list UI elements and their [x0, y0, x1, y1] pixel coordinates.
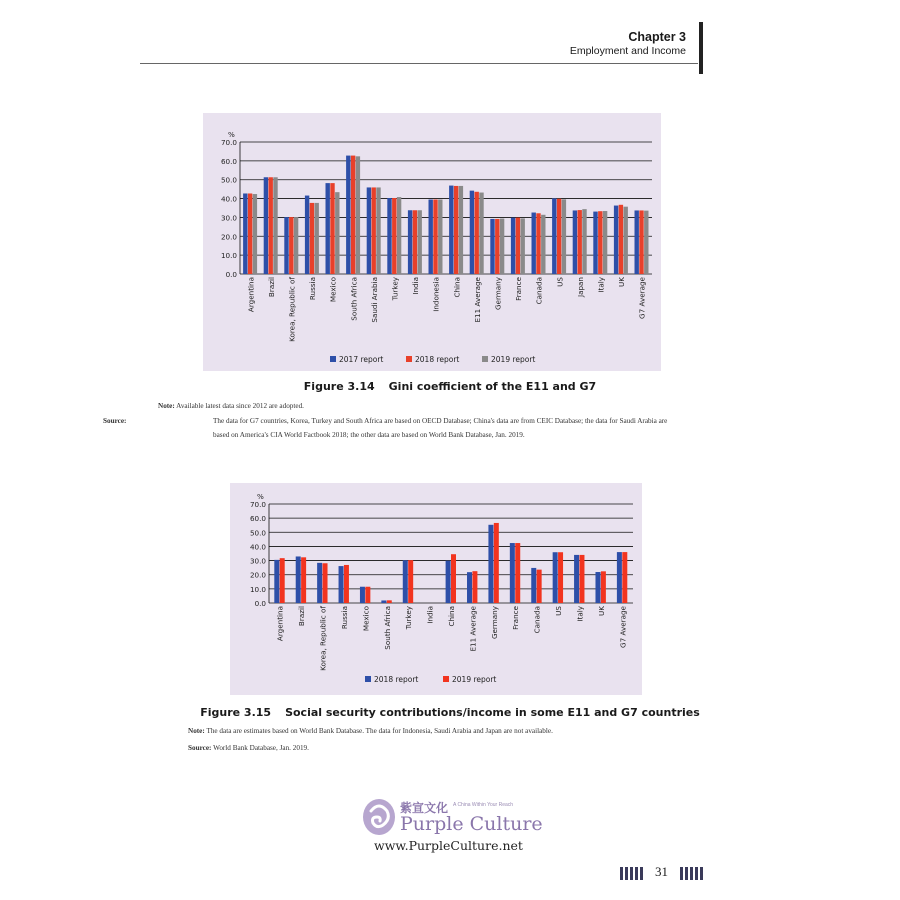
- figure-3-15-note: [188, 724, 553, 738]
- legend-swatch: [443, 676, 449, 682]
- bar-2019-report: [387, 600, 392, 603]
- bar-2019-report: [280, 558, 285, 603]
- bar-2019-report: [365, 587, 370, 603]
- figure-3-14-caption: [0, 380, 900, 393]
- note-text: The data are estimates based on World Bank Database. The data for Indonesia, Saudi Arabia and Japan are not available.: [206, 727, 553, 735]
- y-tick-label: 30.0: [249, 556, 266, 566]
- x-category-label: South Africa: [349, 277, 359, 321]
- bar-2017-report: [264, 177, 268, 274]
- bar-2018-report: [531, 568, 536, 603]
- y-tick-label: 20.0: [220, 232, 237, 242]
- bar-2017-report: [429, 200, 433, 274]
- bar-2017-report: [573, 210, 577, 274]
- bar-2018-report: [557, 199, 561, 274]
- x-category-label: Brazil: [297, 606, 307, 627]
- bar-2019-report: [603, 211, 607, 274]
- watermark-tagline: A China Within Your Reach: [453, 802, 514, 808]
- bar-2019-report: [622, 552, 627, 603]
- bar-2019-report: [521, 218, 525, 274]
- x-category-label: Indonesia: [431, 277, 441, 312]
- bar-2017-report: [367, 187, 371, 274]
- bar-2018-report: [617, 552, 622, 603]
- social-security-chart-svg: [230, 483, 642, 695]
- bar-2019-report: [438, 200, 442, 274]
- bar-2018-report: [392, 198, 396, 274]
- y-tick-label: 30.0: [220, 213, 237, 223]
- bar-2017-report: [490, 219, 494, 274]
- bar-2017-report: [635, 210, 639, 274]
- chapter-subtitle: Employment and Income: [569, 45, 686, 57]
- figure-title: Social security contributions/income in some E11 and G7 countries: [285, 706, 700, 719]
- bar-2018-report: [510, 543, 515, 603]
- legend-label: 2018 report: [374, 675, 419, 684]
- bar-2019-report: [315, 203, 319, 274]
- bar-2019-report: [624, 207, 628, 274]
- legend-swatch: [365, 676, 371, 682]
- x-category-label: UK: [617, 277, 627, 287]
- bar-2019-report: [515, 543, 520, 603]
- bar-2019-report: [418, 210, 422, 274]
- figure-title: Gini coefficient of the E11 and G7: [388, 380, 597, 393]
- note-label: Note:: [158, 402, 175, 410]
- x-category-label: Japan: [575, 277, 585, 298]
- x-category-label: Italy: [575, 606, 585, 622]
- bar-2018-report: [553, 552, 558, 603]
- bar-2017-report: [449, 186, 453, 274]
- legend-label: 2018 report: [415, 355, 460, 364]
- bar-2017-report: [346, 156, 350, 274]
- x-category-label: Korea, Republic of: [287, 277, 297, 342]
- watermark-name: Purple Culture: [400, 813, 543, 835]
- bar-2019-report: [562, 199, 566, 274]
- x-category-label: Turkey: [404, 606, 414, 630]
- bar-2019-report: [451, 554, 456, 603]
- x-category-label: E11 Average: [468, 606, 478, 652]
- watermark-chinese: 紫宣文化: [400, 801, 449, 815]
- bar-2017-report: [284, 217, 288, 274]
- x-category-label: France: [511, 606, 521, 630]
- source-label: Source:: [188, 744, 212, 752]
- bar-2019-report: [301, 557, 306, 603]
- bar-2018-report: [372, 187, 376, 274]
- source-text: The data for G7 countries, Korea, Turkey and South Africa are based on OECD Database; China's data are from CEIC Database; the data for Saudi Arabia are based on America's CIA World Factbook 2018; the other data are based on World Bank Database, Jan. 2019.: [213, 417, 668, 439]
- bar-2018-report: [330, 183, 334, 274]
- x-category-label: Russia: [308, 277, 318, 301]
- figure-3-15-caption: [0, 706, 900, 719]
- x-category-label: Mexico: [361, 606, 371, 632]
- x-category-label: US: [554, 606, 564, 616]
- legend-swatch: [482, 356, 488, 362]
- bar-2018-report: [574, 555, 579, 603]
- legend-label: 2019 report: [491, 355, 536, 364]
- x-category-label: India: [411, 277, 421, 295]
- y-tick-label: 70.0: [220, 138, 237, 147]
- y-tick-label: 10.0: [249, 584, 266, 594]
- y-tick-label: 40.0: [220, 194, 237, 204]
- y-tick-label: 0.0: [225, 270, 237, 279]
- x-category-label: Argentina: [275, 606, 285, 642]
- gini-chart: [203, 113, 661, 371]
- y-tick-label: 50.0: [249, 528, 266, 538]
- bar-2019-report: [500, 219, 504, 274]
- bar-2018-report: [598, 211, 602, 274]
- x-category-label: Germany: [489, 606, 499, 640]
- bar-2019-report: [253, 194, 257, 274]
- bar-2018-report: [274, 560, 279, 603]
- x-category-label: G7 Average: [618, 606, 628, 648]
- bar-2018-report: [248, 193, 252, 274]
- bar-2019-report: [558, 552, 563, 603]
- x-category-label: Canada: [532, 606, 542, 634]
- note-text: Available latest data since 2012 are adopted.: [176, 402, 304, 410]
- x-category-label: Canada: [534, 277, 544, 305]
- header-rule: [140, 63, 698, 64]
- y-tick-label: 10.0: [220, 251, 237, 261]
- bar-2018-report: [317, 563, 322, 603]
- x-category-label: Turkey: [390, 277, 400, 301]
- x-category-label: Russia: [339, 606, 349, 630]
- legend-swatch: [330, 356, 336, 362]
- bar-2017-report: [470, 191, 474, 274]
- bar-2018-report: [289, 217, 293, 274]
- bar-2019-report: [582, 209, 586, 274]
- bar-2018-report: [516, 218, 520, 274]
- legend-label: 2017 report: [339, 355, 384, 364]
- bar-2017-report: [511, 218, 515, 274]
- bar-2018-report: [488, 525, 493, 603]
- x-category-label: G7 Average: [637, 277, 647, 319]
- bar-2018-report: [595, 572, 600, 603]
- bar-2018-report: [351, 156, 355, 274]
- bar-2019-report: [472, 571, 477, 603]
- figure-number: Figure 3.15: [200, 706, 272, 719]
- x-category-label: Italy: [596, 277, 606, 293]
- bar-2017-report: [326, 183, 330, 274]
- bar-2017-report: [532, 213, 536, 274]
- x-category-label: E11 Average: [472, 277, 482, 323]
- bar-2017-report: [305, 196, 309, 274]
- bar-2017-report: [243, 193, 247, 274]
- x-category-label: Korea, Republic of: [318, 606, 328, 671]
- bar-2019-report: [397, 197, 401, 274]
- bar-2018-report: [413, 210, 417, 274]
- bar-2019-report: [494, 523, 499, 603]
- bar-2019-report: [579, 555, 584, 603]
- bar-2019-report: [537, 570, 542, 603]
- bar-2019-report: [294, 217, 298, 274]
- social-security-chart: [230, 483, 642, 695]
- bar-2018-report: [619, 205, 623, 274]
- bar-2018-report: [433, 200, 437, 274]
- figure-3-14-note: [158, 399, 304, 413]
- page-number-bars-right: [680, 865, 705, 878]
- bar-2019-report: [356, 156, 360, 274]
- x-category-label: Argentina: [246, 277, 256, 313]
- bar-2019-report: [479, 193, 483, 274]
- bar-2017-report: [552, 198, 556, 274]
- bar-2017-report: [408, 210, 412, 274]
- legend-label: 2019 report: [452, 675, 497, 684]
- bar-2018-report: [639, 210, 643, 274]
- bar-2019-report: [541, 215, 545, 274]
- x-category-label: India: [425, 606, 435, 624]
- x-category-label: Brazil: [266, 277, 276, 298]
- bar-2017-report: [614, 206, 618, 274]
- bar-2018-report: [381, 600, 386, 603]
- bar-2018-report: [467, 572, 472, 603]
- source-label: Source:: [103, 417, 127, 425]
- note-label: Note:: [188, 727, 205, 735]
- bar-2019-report: [408, 560, 413, 603]
- bar-2019-report: [644, 211, 648, 274]
- x-category-label: UK: [596, 606, 606, 616]
- bar-2018-report: [495, 219, 499, 274]
- page-number: 31: [655, 864, 668, 879]
- bar-2018-report: [269, 177, 273, 274]
- bar-2019-report: [601, 571, 606, 603]
- y-axis-unit-label: %: [228, 130, 235, 139]
- x-category-label: France: [514, 277, 524, 301]
- bar-2018-report: [310, 203, 314, 274]
- y-tick-label: 0.0: [254, 599, 266, 608]
- bar-2018-report: [454, 186, 458, 274]
- y-tick-label: 20.0: [249, 570, 266, 580]
- page-number-bars-left: [620, 865, 645, 878]
- bar-2018-report: [403, 560, 408, 603]
- figure-3-15-source: [188, 741, 309, 755]
- x-category-label: Mexico: [328, 277, 338, 303]
- bar-2018-report: [296, 556, 301, 603]
- source-text: World Bank Database, Jan. 2019.: [213, 744, 309, 752]
- bar-2019-report: [323, 563, 328, 603]
- y-tick-label: 50.0: [220, 175, 237, 185]
- figure-3-14-source: [103, 414, 735, 442]
- bar-2019-report: [376, 187, 380, 274]
- y-axis-unit-label: %: [257, 492, 264, 501]
- bar-2018-report: [536, 213, 540, 274]
- x-category-label: China: [452, 277, 462, 298]
- y-tick-label: 40.0: [249, 542, 266, 552]
- figure-number: Figure 3.14: [303, 380, 375, 393]
- header-vertical-bar: [699, 22, 703, 74]
- bar-2019-report: [335, 192, 339, 274]
- x-category-label: Saudi Arabia: [369, 277, 379, 323]
- purple-culture-logo-icon: [361, 797, 397, 837]
- x-category-label: Germany: [493, 277, 503, 311]
- bar-2019-report: [459, 186, 463, 274]
- bar-2018-report: [446, 561, 451, 603]
- chapter-header: [570, 30, 686, 58]
- bar-2018-report: [578, 210, 582, 274]
- y-tick-label: 60.0: [249, 514, 266, 524]
- watermark-url: www.PurpleCulture.net: [374, 838, 523, 853]
- bar-2018-report: [339, 566, 344, 603]
- chapter-title: Chapter 3: [628, 30, 686, 44]
- legend-swatch: [406, 356, 412, 362]
- y-tick-label: 70.0: [249, 500, 266, 509]
- bar-2018-report: [360, 587, 365, 603]
- bar-2019-report: [344, 565, 349, 603]
- x-category-label: China: [447, 606, 456, 627]
- x-category-label: US: [555, 277, 565, 287]
- bar-2019-report: [273, 177, 277, 274]
- x-category-label: South Africa: [382, 606, 392, 650]
- y-tick-label: 60.0: [220, 156, 237, 166]
- bar-2017-report: [593, 212, 597, 274]
- bar-2018-report: [475, 192, 479, 274]
- gini-chart-svg: [203, 113, 661, 371]
- bar-2017-report: [387, 198, 391, 274]
